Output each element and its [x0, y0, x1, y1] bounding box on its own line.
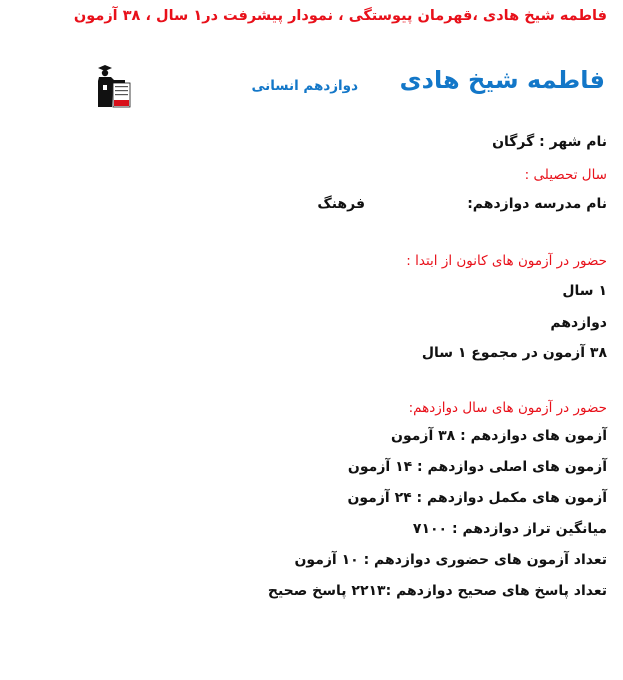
list-item: تعداد آزمون های حضوری دوازدهم : ۱۰ آزمون — [294, 552, 607, 568]
kanoon-teacher-logo-icon — [95, 63, 133, 109]
student-name: فاطمه شیخ هادی — [399, 66, 605, 94]
list-item: آزمون های دوازدهم : ۳۸ آزمون — [391, 428, 607, 444]
attendance-years: ۱ سال — [562, 283, 607, 299]
list-item: آزمون های اصلی دوازدهم : ۱۴ آزمون — [347, 459, 607, 475]
grade12-attendance-heading: حضور در آزمون های سال دوازدهم: — [408, 400, 607, 416]
school-label: نام مدرسه دوازدهم: — [467, 196, 607, 212]
school-value: فرهنگ — [317, 196, 365, 212]
attendance-since-start-heading: حضور در آزمون های کانون از ابتدا : — [406, 253, 607, 269]
academic-year-label: سال تحصیلی : — [524, 167, 607, 183]
list-item: میانگین تراز دوازدهم : ۷۱۰۰ — [412, 521, 607, 537]
attendance-grades: دوازدهم — [550, 315, 607, 331]
attendance-total: ۳۸ آزمون در مجموع ۱ سال — [421, 345, 607, 361]
city-field: نام شهر : گرگان — [492, 134, 607, 150]
report-banner-title: فاطمه شیخ هادی ،قهرمان پیوستگی ، نمودار پیشرفت در۱ سال ، ۳۸ آزمون — [73, 8, 607, 24]
list-item: آزمون های مکمل دوازدهم : ۲۴ آزمون — [347, 490, 607, 506]
list-item: تعداد پاسخ های صحیح دوازدهم :۲۲۱۳ پاسخ صحیح — [267, 583, 607, 599]
grade-field: دوازدهم انسانی — [251, 78, 358, 94]
